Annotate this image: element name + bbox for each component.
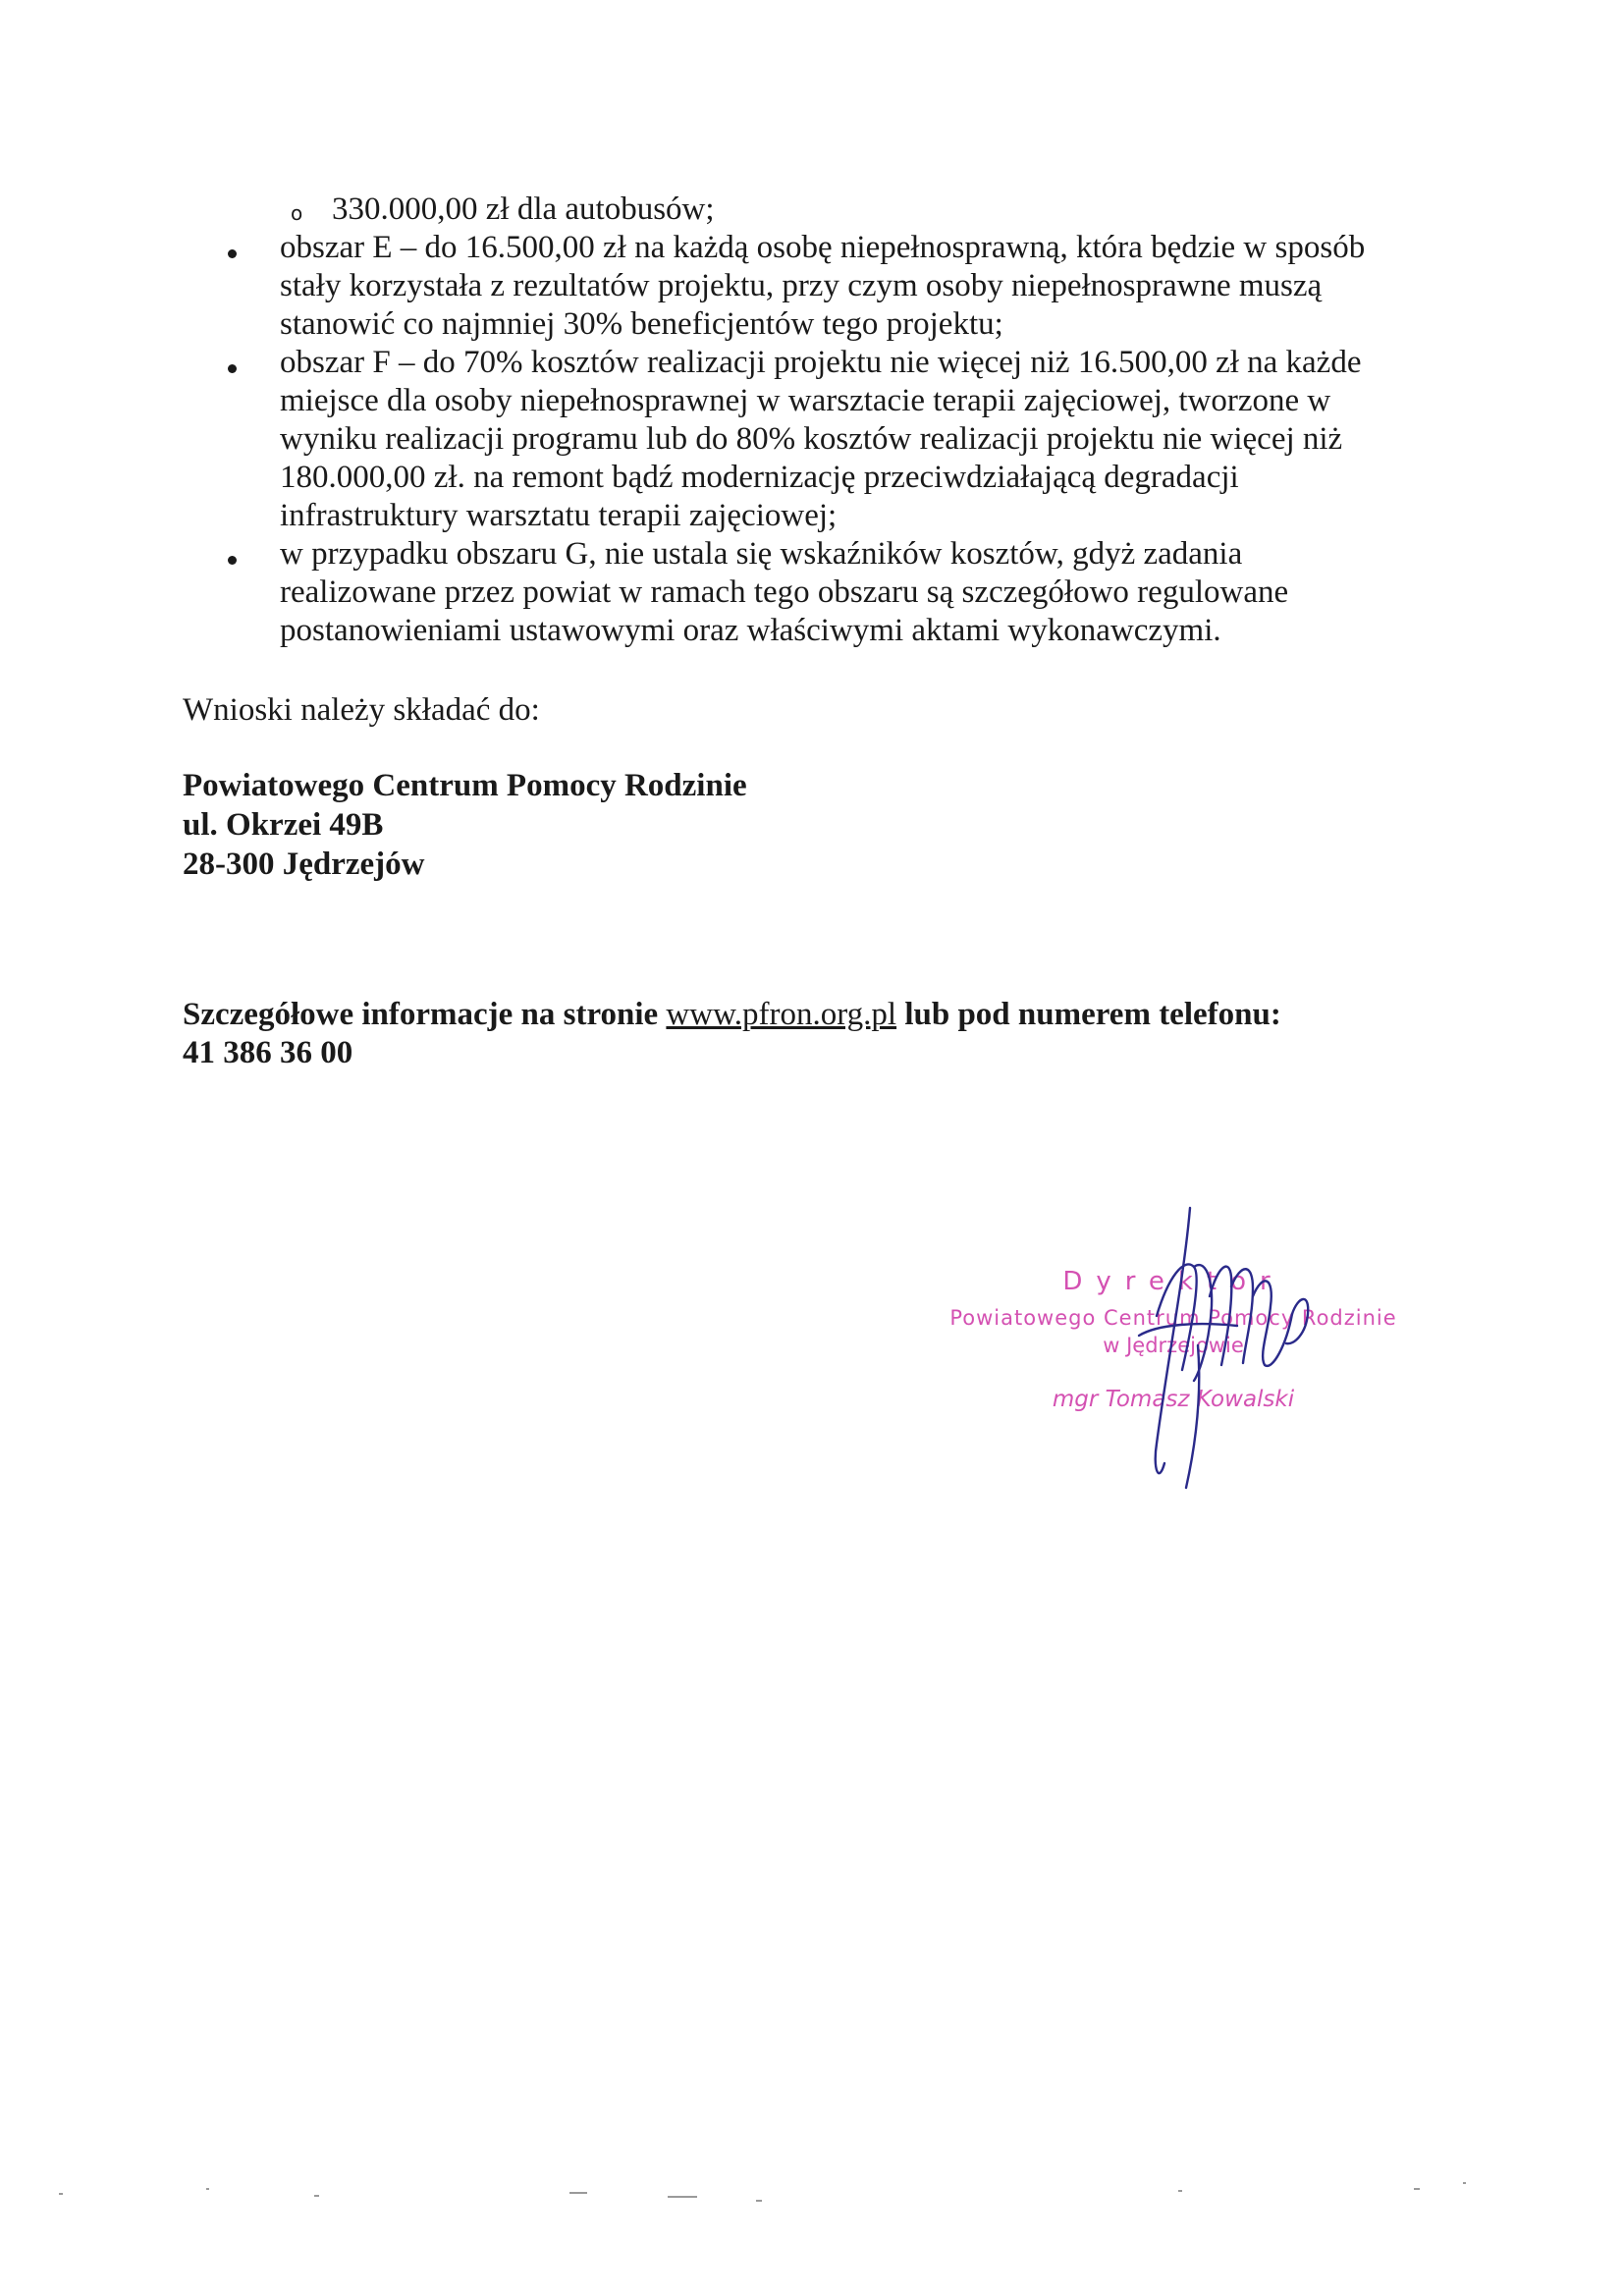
- list-item-line: obszar E – do 16.500,00 zł na każdą osobę niepełnosprawną, która będzie w sposób: [280, 230, 1366, 265]
- list-item-line: postanowieniami ustawowymi oraz właściwymi aktami wykonawczymi.: [280, 613, 1221, 648]
- list-item-line: wyniku realizacji programu lub do 80% kosztów realizacji projektu nie więcej niż: [280, 421, 1343, 457]
- bullet-icon: [228, 364, 237, 373]
- list-item-area-e: [280, 229, 1409, 344]
- scan-speck: [569, 2192, 587, 2194]
- scan-speck: [1463, 2182, 1466, 2184]
- handwritten-signature-icon: [1100, 1198, 1335, 1493]
- bullet-icon: [228, 556, 237, 565]
- address-street: ul. Okrzei 49B: [183, 807, 384, 843]
- address-block: [183, 766, 747, 884]
- list-item-line: realizowane przez powiat w ramach tego obszaru są szczegółowo regulowane: [280, 574, 1289, 610]
- phone-number: 41 386 36 00: [183, 1035, 353, 1070]
- list-item-line: stanowić co najmniej 30% beneficjentów tego projektu;: [280, 306, 1003, 342]
- bullet-icon: [228, 249, 237, 258]
- scan-speck: [756, 2200, 762, 2202]
- scan-speck: [314, 2195, 319, 2197]
- stamp-org: Powiatowego Centrum Pomocy Rodzinie: [949, 1306, 1397, 1330]
- scan-speck: [1178, 2190, 1182, 2192]
- scan-speck: [206, 2188, 209, 2190]
- address-city: 28-300 Jędrzejów: [183, 847, 425, 882]
- sub-bullet-marker: o: [291, 201, 303, 225]
- sub-item-buses: 330.000,00 zł dla autobusów;: [332, 191, 715, 227]
- info-suffix: lub pod numerem telefonu:: [904, 997, 1281, 1032]
- list-item-area-f: [280, 344, 1409, 535]
- address-name: Powiatowego Centrum Pomocy Rodzinie: [183, 768, 747, 803]
- scan-speck: [668, 2196, 697, 2198]
- info-prefix: Szczegółowe informacje na stronie: [183, 997, 659, 1032]
- list-item-area-g: [280, 535, 1409, 650]
- stamp-place: w Jędrzejowie: [1103, 1334, 1244, 1357]
- list-item-line: stały korzystała z rezultatów projektu, przy czym osoby niepełnosprawne muszą: [280, 268, 1323, 303]
- list-item-line: obszar F – do 70% kosztów realizacji projektu nie więcej niż 16.500,00 zł na każde: [280, 345, 1362, 380]
- stamp-person: mgr Tomasz Kowalski: [1052, 1387, 1295, 1412]
- list-item-line: miejsce dla osoby niepełnosprawnej w warsztacie terapii zajęciowej, tworzone w: [280, 383, 1331, 418]
- scan-speck: [59, 2193, 63, 2195]
- submission-intro: Wnioski należy składać do:: [183, 692, 540, 728]
- list-item-line: 180.000,00 zł. na remont bądź modernizację przeciwdziałającą degradacji: [280, 460, 1239, 495]
- stamp-title: Dyrektor: [1062, 1267, 1284, 1296]
- scan-speck: [1414, 2188, 1420, 2190]
- list-item-line: w przypadku obszaru G, nie ustala się wskaźników kosztów, gdyż zadania: [280, 536, 1243, 572]
- list-item-line: infrastruktury warsztatu terapii zajęciowej;: [280, 498, 838, 533]
- pfron-link[interactable]: www.pfron.org.pl: [666, 997, 897, 1032]
- contact-info: [183, 996, 1281, 1072]
